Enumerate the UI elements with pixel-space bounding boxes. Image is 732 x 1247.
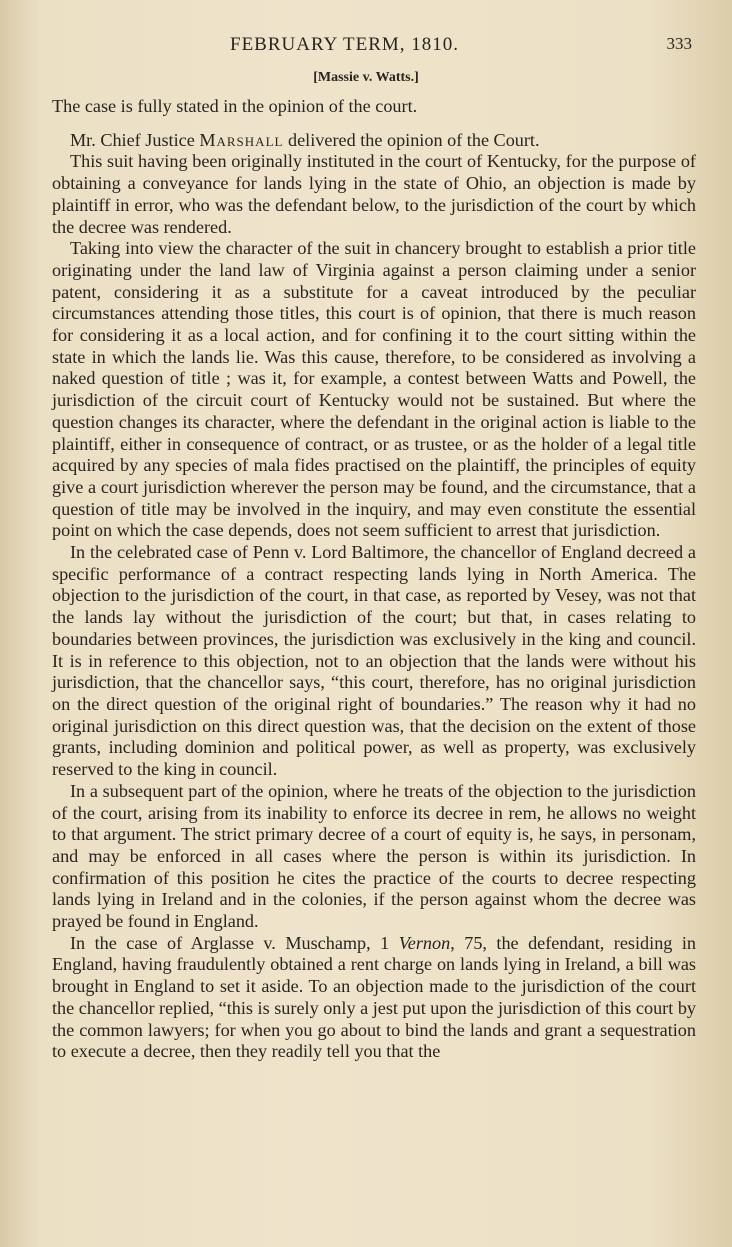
announcement-suffix: delivered the opinion of the Court. (283, 129, 540, 150)
paragraph-local-action: Taking into view the character of the suit in chancery brought to establish a prior title originating under the land law of Virginia against a person claiming under a senior patent, considering it as a substitute for a caveat introduced by the peculiar circumstances attending those titles, this court is of opinion, that there is much reason for considering it as a local action, and for confining it to the court sitting within the state in which the lands lie. Was this cause, therefore, to be considered as involving a naked question of title ; was it, for example, a contest between Watts and Powell, the jurisdiction of the circuit court of Kentucky would not be sustained. But where the question changes its character, where the defendant in the original action is liable to the plaintiff, either in consequence of contract, or as trustee, or as the holder of a legal title acquired by any species of mala fides practised on the plaintiff, the principles of equity give a court jurisdiction wherever the person may be found, and the circumstance, that a question of title may be involved in the inquiry, and may even constitute the essential point on which the case depends, does not seem sufficient to arrest that jurisdiction. (52, 238, 696, 541)
paragraph-decree-in-rem: In a subsequent part of the opinion, where he treats of the objection to the jurisdiction of the court, arising from its inability to enforce its decree in rem, he allows no weight to that argument. The strict primary decree of a court of equity is, he says, in personam, and may be enforced in all cases where the person is within its jurisdiction. In confirmation of this position he cites the practice of the courts to decree respecting lands lying in Ireland and in the colonies, if the person against whom the decree was prayed be found in England. (52, 780, 696, 932)
intro-paragraph: The case is fully stated in the opinion of the court. (52, 96, 418, 116)
paragraph-arglasse-v-muschamp (52, 933, 696, 1063)
running-head: FEBRUARY TERM, 1810. (230, 34, 460, 55)
page-header (0, 30, 732, 60)
opinion-text (52, 96, 696, 1063)
paragraph-jurisdiction-objection: This suit having been originally instituted in the court of Kentucky, for the purpose of obtaining a conveyance for lands lying in the state of Ohio, an objection is made by plaintiff in error, who was the defendant below, to the jurisdiction of the court by which the decree was rendered. (52, 151, 696, 237)
case-caption: [Massie v. Watts.] (313, 70, 419, 85)
justice-name: Marshall (199, 129, 284, 150)
paragraph-penn-v-baltimore: In the celebrated case of Penn v. Lord Baltimore, the chancellor of England decreed a specific performance of a contract respecting lands lying in North America. The objection to the jurisdiction of the court, in that case, as reported by Vesey, was not that the lands lay without the jurisdiction of the court; but that, in cases relating to boundaries between provinces, the jurisdiction was exclusively in the king and council. It is in reference to this objection, not to an objection that the lands were without his jurisdiction, that the chancellor says, “this court, therefore, has no original jurisdiction on the direct question of the original right of boundaries.” The reason why it had no original jurisdiction on this direct question was, that the decision on the extent of those grants, including dominion and political power, as well as property, was exclusively reserved to the king in council. (52, 542, 696, 780)
reporter-name: Vernon (398, 932, 451, 953)
announcement-prefix: Mr. Chief Justice (70, 129, 200, 150)
opinion-announcement (52, 130, 696, 152)
arglasse-prefix: In the case of Arglasse v. Muschamp, 1 (70, 932, 399, 953)
page-number: 333 (666, 34, 692, 53)
arglasse-suffix: , 75, the defendant, residing in England, having fraudulently obtained a rent charge on lands lying in Ireland, a bill was brought in England to set it aside. To an objection made to the jurisdiction of the court the chancellor replied, “this is surely only a jest put upon the jurisdiction of this court by the common lawyers; for when you go about to bind the lands and grant a sequestration to execute a decree, then they readily tell you that the (52, 932, 697, 1062)
